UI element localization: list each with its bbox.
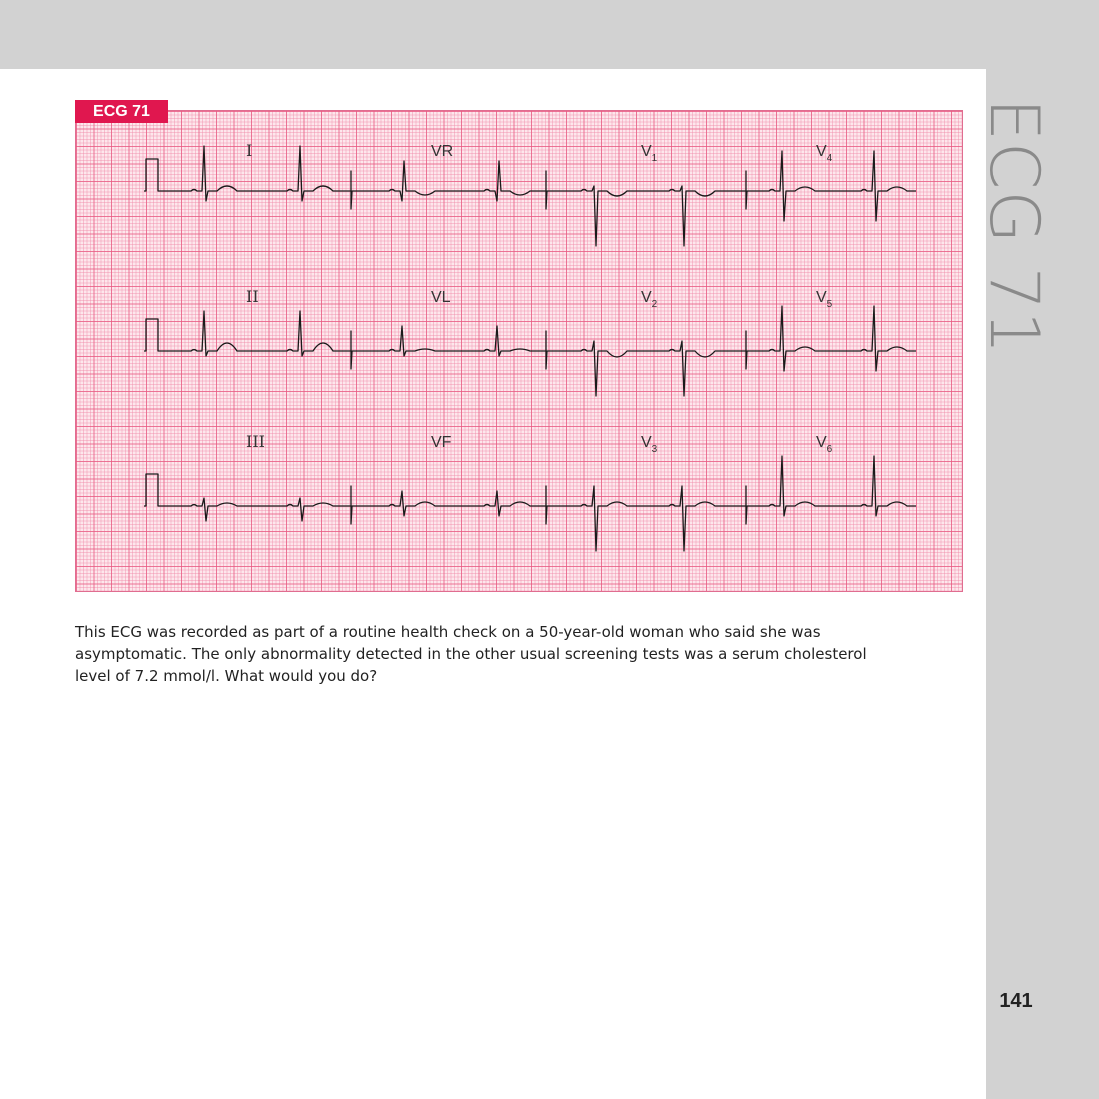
lead-label-vr: VR bbox=[431, 143, 454, 160]
ecg-tag: ECG 71 bbox=[75, 100, 168, 123]
lead-label-v1: $V_1$ bbox=[641, 143, 658, 164]
lead-label-vl: VL bbox=[431, 289, 451, 306]
lead-label-i: I bbox=[246, 141, 253, 160]
lead-label-v3: $V_3$ bbox=[641, 434, 658, 455]
lead-label-v5: $V_5$ bbox=[816, 289, 833, 310]
top-band bbox=[0, 0, 1099, 69]
lead-label-vf: VF bbox=[431, 434, 452, 451]
caption-text: This ECG was recorded as part of a routine health check on a 50-year-old woman who said she was asymptomatic. The only abnormality detected in the other usual screening tests was a serum cholesterol level of 7.2 mmol/l. What would you do? bbox=[75, 623, 867, 685]
lead-label-iii: III bbox=[246, 432, 265, 451]
lead-label-ii: II bbox=[246, 287, 259, 306]
ecg-strip bbox=[75, 110, 963, 592]
lead-label-v4: $V_4$ bbox=[816, 143, 833, 164]
lead-label-v2: $V_2$ bbox=[641, 289, 658, 310]
ecg-trace-row-3 bbox=[144, 456, 916, 551]
page-number: 141 bbox=[999, 990, 1033, 1012]
ecg-trace-row-1 bbox=[144, 146, 916, 246]
lead-label-v6: $V_6$ bbox=[816, 434, 833, 455]
ecg-trace-row-2 bbox=[144, 306, 916, 396]
ecg-traces bbox=[76, 111, 964, 593]
